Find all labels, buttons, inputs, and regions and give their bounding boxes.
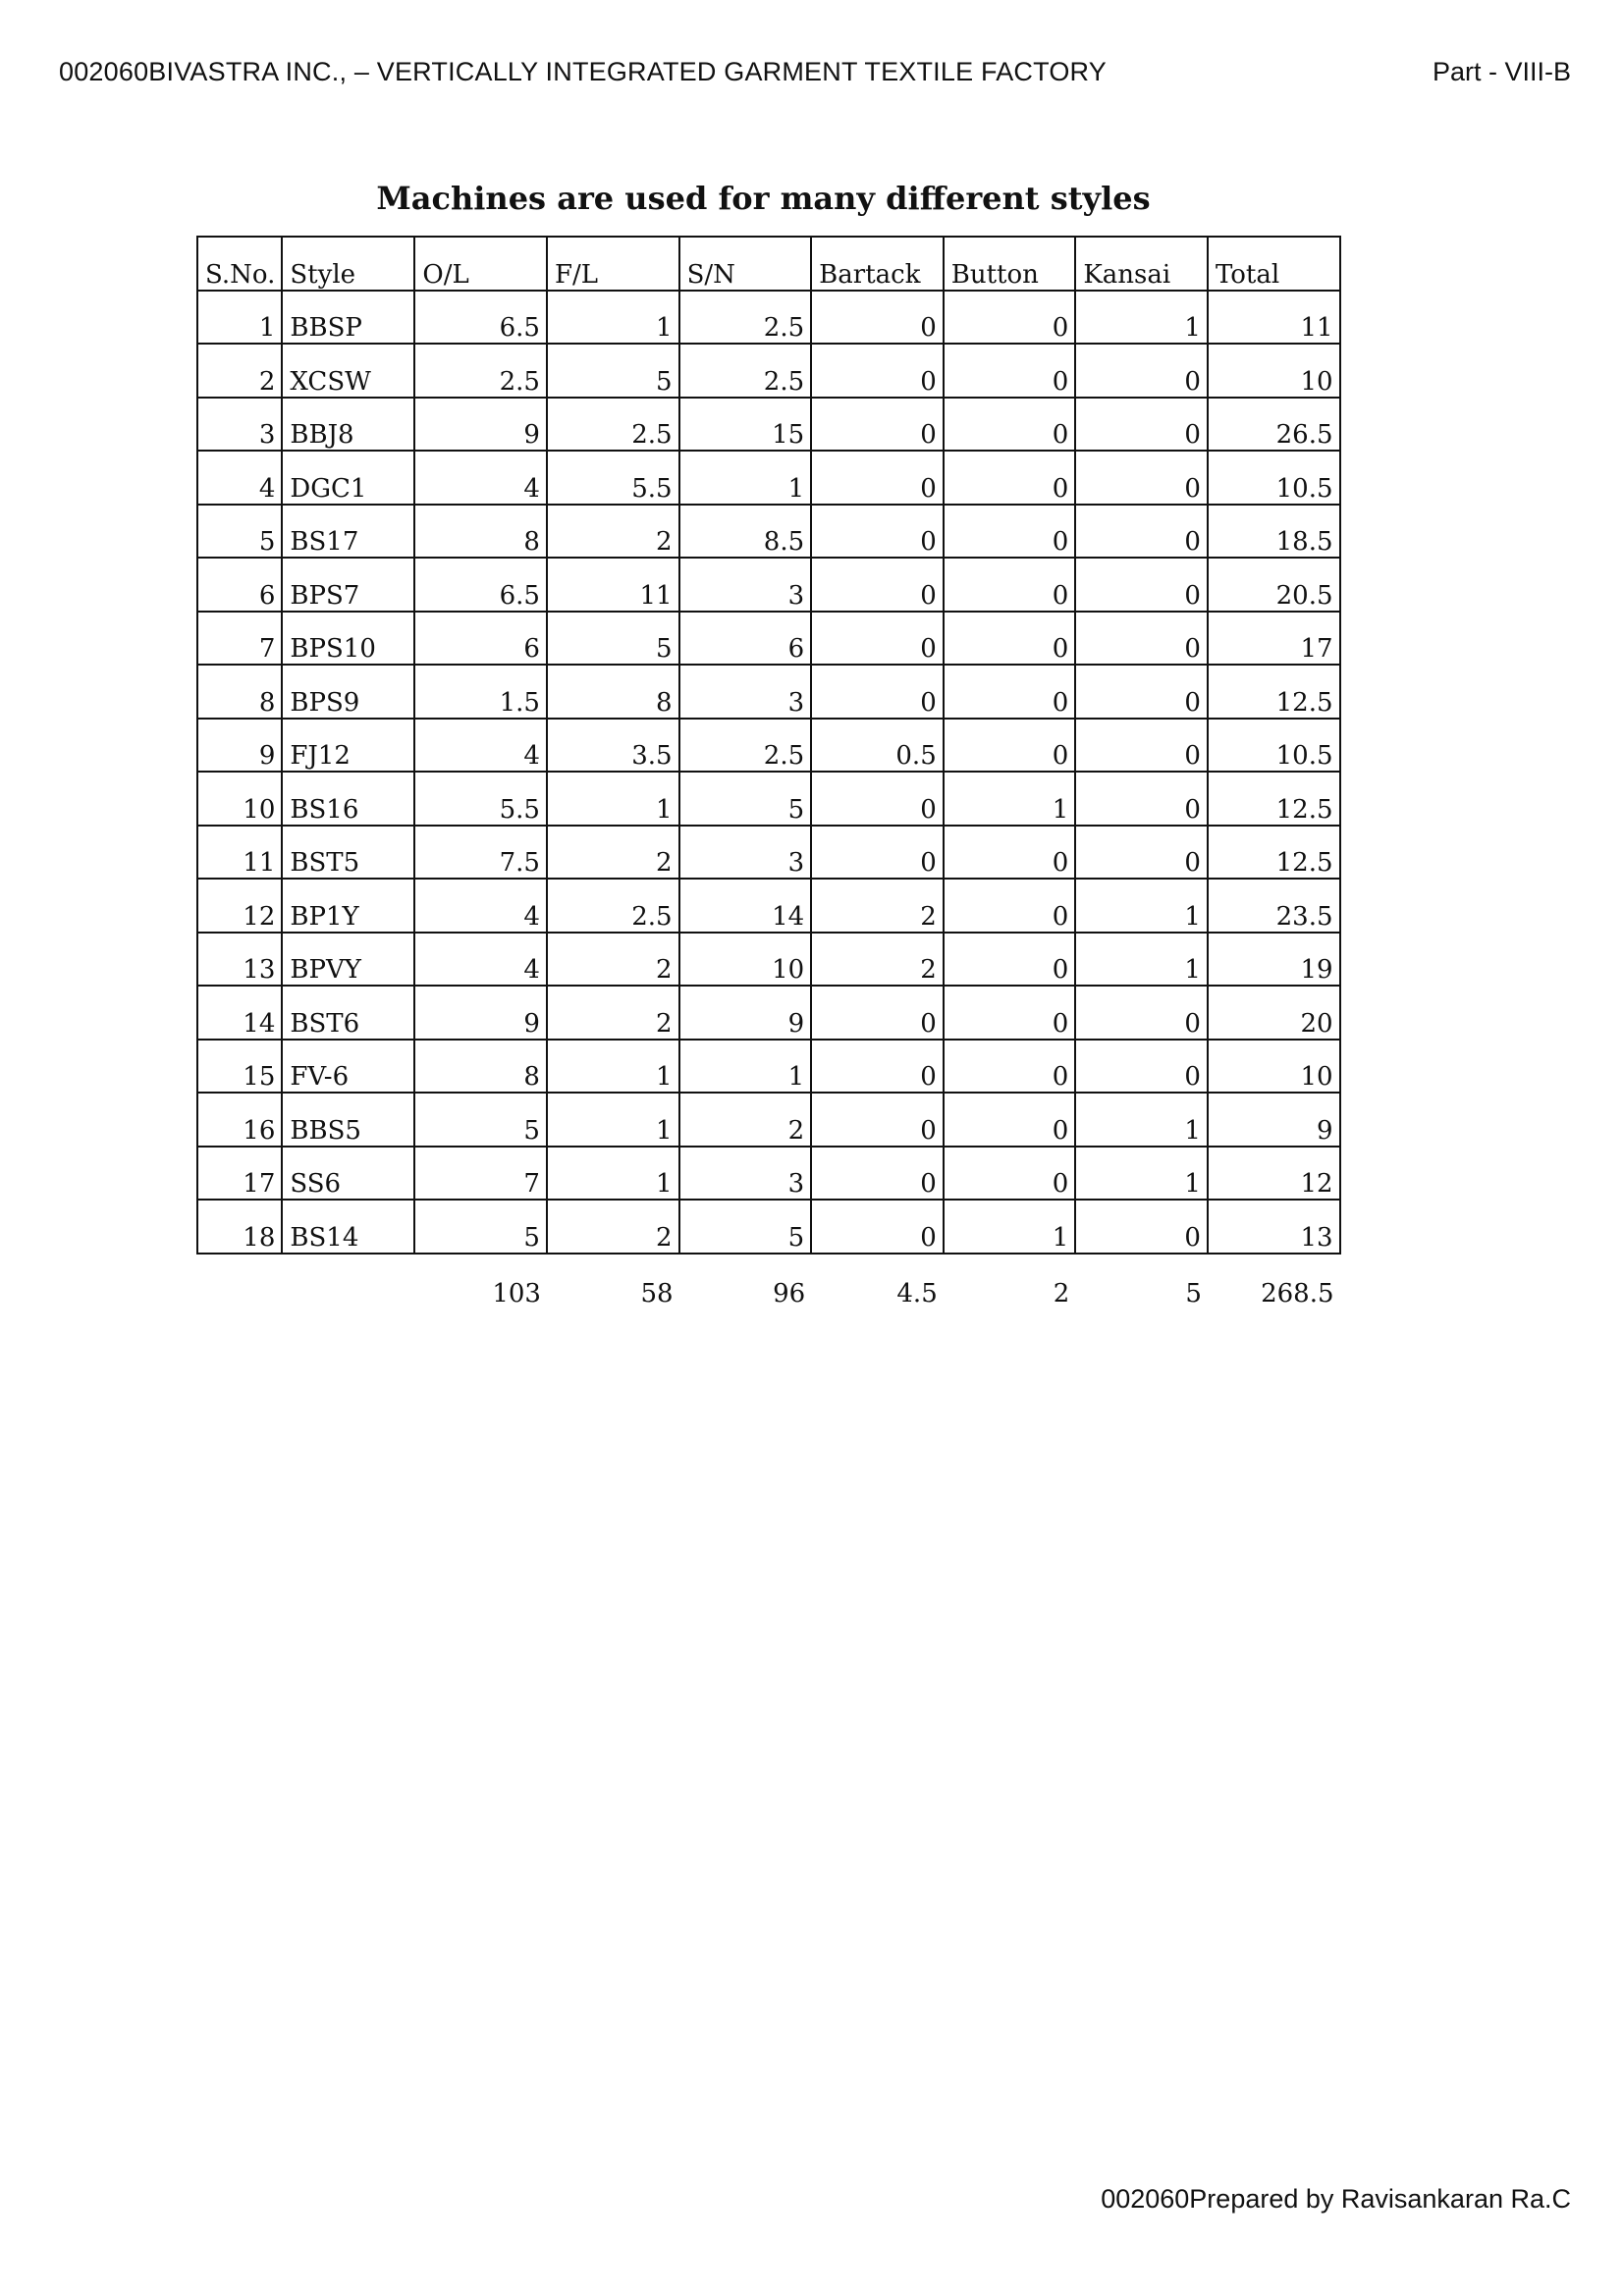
header-company-name: 002060BIVASTRA INC., – VERTICALLY INTEGRATED GARMENT TEXTILE FACTORY <box>59 57 1107 86</box>
sn-cell: 9 <box>679 986 812 1040</box>
total-cell: 12.5 <box>1208 826 1340 880</box>
total-cell: 9 <box>1208 1093 1340 1147</box>
button-cell: 0 <box>944 505 1076 559</box>
table-row <box>197 1147 1340 1201</box>
totals-cell <box>197 1254 282 1308</box>
fl-cell: 2 <box>547 1200 679 1254</box>
table-row <box>197 665 1340 719</box>
sno-cell: 1 <box>197 291 282 345</box>
total-fl: 58 <box>640 1278 674 1308</box>
table-row <box>197 1200 1340 1254</box>
table-row <box>197 986 1340 1040</box>
bartack-cell: 2 <box>811 933 944 987</box>
kansai-cell: 0 <box>1075 772 1208 826</box>
bartack-cell: 0 <box>811 344 944 398</box>
ol-cell: 5.5 <box>414 772 547 826</box>
kansai-cell: 0 <box>1075 612 1208 666</box>
sn-cell: 3 <box>679 558 812 612</box>
style-cell: BPS10 <box>282 612 414 666</box>
ol-cell: 4 <box>414 451 547 505</box>
total-cell: 17 <box>1208 612 1340 666</box>
sno-cell: 14 <box>197 986 282 1040</box>
style-cell: BPS9 <box>282 665 414 719</box>
style-cell: BBJ8 <box>282 398 414 452</box>
totals-cell <box>282 1254 414 1308</box>
column-header-sn: S/N <box>679 237 812 291</box>
ol-cell: 9 <box>414 398 547 452</box>
column-header-style: Style <box>282 237 414 291</box>
column-header-button: Button <box>944 237 1076 291</box>
fl-cell: 2.5 <box>547 398 679 452</box>
bartack-cell: 0 <box>811 612 944 666</box>
total-kansai: 5 <box>1185 1278 1202 1308</box>
total-cell: 23.5 <box>1208 879 1340 933</box>
sno-cell: 3 <box>197 398 282 452</box>
total-cell: 10 <box>1208 344 1340 398</box>
button-cell: 0 <box>944 344 1076 398</box>
fl-cell: 5 <box>547 612 679 666</box>
style-cell: XCSW <box>282 344 414 398</box>
bartack-cell: 0 <box>811 1147 944 1201</box>
style-cell: BS16 <box>282 772 414 826</box>
kansai-cell: 0 <box>1075 719 1208 773</box>
kansai-cell: 0 <box>1075 398 1208 452</box>
total-cell: 10.5 <box>1208 451 1340 505</box>
sn-cell: 10 <box>679 933 812 987</box>
bartack-cell: 0 <box>811 558 944 612</box>
bartack-cell: 0.5 <box>811 719 944 773</box>
ol-cell: 9 <box>414 986 547 1040</box>
style-cell: SS6 <box>282 1147 414 1201</box>
button-cell: 0 <box>944 933 1076 987</box>
sno-cell: 17 <box>197 1147 282 1201</box>
sn-cell: 6 <box>679 612 812 666</box>
style-cell: FJ12 <box>282 719 414 773</box>
bartack-cell: 0 <box>811 505 944 559</box>
sn-cell: 3 <box>679 1147 812 1201</box>
total-cell: 13 <box>1208 1200 1340 1254</box>
style-cell: FV-6 <box>282 1040 414 1094</box>
sn-cell: 14 <box>679 879 812 933</box>
bartack-cell: 0 <box>811 1040 944 1094</box>
bartack-cell: 0 <box>811 291 944 345</box>
kansai-cell: 0 <box>1075 1040 1208 1094</box>
sn-cell: 2.5 <box>679 291 812 345</box>
fl-cell: 1 <box>547 772 679 826</box>
fl-cell: 2 <box>547 933 679 987</box>
total-sn: 96 <box>773 1278 806 1308</box>
total-cell: 11 <box>1208 291 1340 345</box>
sno-cell: 11 <box>197 826 282 880</box>
fl-cell: 1 <box>547 1040 679 1094</box>
kansai-cell: 1 <box>1075 879 1208 933</box>
table-row <box>197 451 1340 505</box>
kansai-cell: 0 <box>1075 826 1208 880</box>
bartack-cell: 0 <box>811 1200 944 1254</box>
style-cell: BST6 <box>282 986 414 1040</box>
column-header-ol: O/L <box>414 237 547 291</box>
table-row <box>197 933 1340 987</box>
kansai-cell: 0 <box>1075 1200 1208 1254</box>
button-cell: 0 <box>944 1040 1076 1094</box>
fl-cell: 11 <box>547 558 679 612</box>
kansai-cell: 0 <box>1075 344 1208 398</box>
sn-cell: 3 <box>679 665 812 719</box>
total-ol: 103 <box>492 1278 541 1308</box>
total-cell: 18.5 <box>1208 505 1340 559</box>
total-bartack: 4.5 <box>896 1278 938 1308</box>
total-cell: 12 <box>1208 1147 1340 1201</box>
machines-styles-table <box>196 236 1341 1308</box>
table-row <box>197 398 1340 452</box>
style-cell: BS14 <box>282 1200 414 1254</box>
kansai-cell: 0 <box>1075 558 1208 612</box>
kansai-cell: 1 <box>1075 1147 1208 1201</box>
sno-cell: 10 <box>197 772 282 826</box>
button-cell: 1 <box>944 772 1076 826</box>
style-cell: BST5 <box>282 826 414 880</box>
kansai-cell: 1 <box>1075 291 1208 345</box>
total-cell: 20.5 <box>1208 558 1340 612</box>
column-header-bartack: Bartack <box>811 237 944 291</box>
ol-cell: 5 <box>414 1093 547 1147</box>
style-cell: BPVY <box>282 933 414 987</box>
fl-cell: 5.5 <box>547 451 679 505</box>
table-header-row <box>197 237 1340 291</box>
table-row <box>197 505 1340 559</box>
total-cell: 12.5 <box>1208 665 1340 719</box>
table-row <box>197 558 1340 612</box>
sn-cell: 5 <box>679 1200 812 1254</box>
bartack-cell: 0 <box>811 398 944 452</box>
table-body <box>197 291 1340 1254</box>
sn-cell: 2.5 <box>679 344 812 398</box>
fl-cell: 1 <box>547 291 679 345</box>
ol-cell: 4 <box>414 933 547 987</box>
table-title: Machines are used for many different styles <box>376 180 1151 217</box>
ol-cell: 8 <box>414 505 547 559</box>
bartack-cell: 0 <box>811 1093 944 1147</box>
bartack-cell: 0 <box>811 826 944 880</box>
sn-cell: 8.5 <box>679 505 812 559</box>
sn-cell: 1 <box>679 451 812 505</box>
totals-row <box>197 1254 1340 1308</box>
sno-cell: 4 <box>197 451 282 505</box>
button-cell: 0 <box>944 291 1076 345</box>
sno-cell: 15 <box>197 1040 282 1094</box>
total-cell: 26.5 <box>1208 398 1340 452</box>
fl-cell: 1 <box>547 1093 679 1147</box>
button-cell: 0 <box>944 826 1076 880</box>
sno-cell: 8 <box>197 665 282 719</box>
sn-cell: 1 <box>679 1040 812 1094</box>
style-cell: BBSP <box>282 291 414 345</box>
kansai-cell: 0 <box>1075 986 1208 1040</box>
sn-cell: 3 <box>679 826 812 880</box>
button-cell: 0 <box>944 986 1076 1040</box>
style-cell: BBS5 <box>282 1093 414 1147</box>
button-cell: 0 <box>944 719 1076 773</box>
grand-total: 268.5 <box>1261 1278 1334 1308</box>
column-header-kansai: Kansai <box>1075 237 1208 291</box>
ol-cell: 6.5 <box>414 291 547 345</box>
button-cell: 0 <box>944 1093 1076 1147</box>
sno-cell: 12 <box>197 879 282 933</box>
fl-cell: 8 <box>547 665 679 719</box>
bartack-cell: 2 <box>811 879 944 933</box>
bartack-cell: 0 <box>811 665 944 719</box>
total-cell: 10.5 <box>1208 719 1340 773</box>
table-row <box>197 826 1340 880</box>
fl-cell: 1 <box>547 1147 679 1201</box>
kansai-cell: 1 <box>1075 1093 1208 1147</box>
fl-cell: 2.5 <box>547 879 679 933</box>
button-cell: 0 <box>944 558 1076 612</box>
button-cell: 0 <box>944 665 1076 719</box>
button-cell: 0 <box>944 398 1076 452</box>
table-row <box>197 1093 1340 1147</box>
table-row <box>197 879 1340 933</box>
sno-cell: 5 <box>197 505 282 559</box>
total-cell: 19 <box>1208 933 1340 987</box>
fl-cell: 2 <box>547 505 679 559</box>
fl-cell: 3.5 <box>547 719 679 773</box>
sn-cell: 2 <box>679 1093 812 1147</box>
kansai-cell: 0 <box>1075 665 1208 719</box>
column-header-fl: F/L <box>547 237 679 291</box>
sn-cell: 2.5 <box>679 719 812 773</box>
button-cell: 1 <box>944 1200 1076 1254</box>
table-row <box>197 344 1340 398</box>
bartack-cell: 0 <box>811 772 944 826</box>
button-cell: 0 <box>944 1147 1076 1201</box>
header-part-label: Part - VIII-B <box>1432 57 1571 86</box>
style-cell: BP1Y <box>282 879 414 933</box>
total-cell: 20 <box>1208 986 1340 1040</box>
table-row <box>197 291 1340 345</box>
sno-cell: 2 <box>197 344 282 398</box>
fl-cell: 2 <box>547 986 679 1040</box>
column-header-sno: S.No. <box>197 237 282 291</box>
sn-cell: 5 <box>679 772 812 826</box>
sno-cell: 9 <box>197 719 282 773</box>
table-row <box>197 772 1340 826</box>
ol-cell: 7.5 <box>414 826 547 880</box>
sno-cell: 13 <box>197 933 282 987</box>
sno-cell: 7 <box>197 612 282 666</box>
sno-cell: 18 <box>197 1200 282 1254</box>
table-row <box>197 612 1340 666</box>
sno-cell: 16 <box>197 1093 282 1147</box>
style-cell: DGC1 <box>282 451 414 505</box>
sno-cell: 6 <box>197 558 282 612</box>
fl-cell: 2 <box>547 826 679 880</box>
kansai-cell: 1 <box>1075 933 1208 987</box>
button-cell: 0 <box>944 612 1076 666</box>
ol-cell: 7 <box>414 1147 547 1201</box>
ol-cell: 4 <box>414 879 547 933</box>
column-header-total: Total <box>1208 237 1340 291</box>
ol-cell: 1.5 <box>414 665 547 719</box>
fl-cell: 5 <box>547 344 679 398</box>
bartack-cell: 0 <box>811 986 944 1040</box>
style-cell: BPS7 <box>282 558 414 612</box>
ol-cell: 8 <box>414 1040 547 1094</box>
style-cell: BS17 <box>282 505 414 559</box>
ol-cell: 6.5 <box>414 558 547 612</box>
button-cell: 0 <box>944 451 1076 505</box>
table-row <box>197 1040 1340 1094</box>
ol-cell: 2.5 <box>414 344 547 398</box>
ol-cell: 6 <box>414 612 547 666</box>
bartack-cell: 0 <box>811 451 944 505</box>
sn-cell: 15 <box>679 398 812 452</box>
total-cell: 12.5 <box>1208 772 1340 826</box>
total-button: 2 <box>1053 1278 1070 1308</box>
kansai-cell: 0 <box>1075 505 1208 559</box>
kansai-cell: 0 <box>1075 451 1208 505</box>
footer-prepared-by: 002060Prepared by Ravisankaran Ra.C <box>1101 2184 1571 2214</box>
table-row <box>197 719 1340 773</box>
ol-cell: 4 <box>414 719 547 773</box>
total-cell: 10 <box>1208 1040 1340 1094</box>
ol-cell: 5 <box>414 1200 547 1254</box>
button-cell: 0 <box>944 879 1076 933</box>
